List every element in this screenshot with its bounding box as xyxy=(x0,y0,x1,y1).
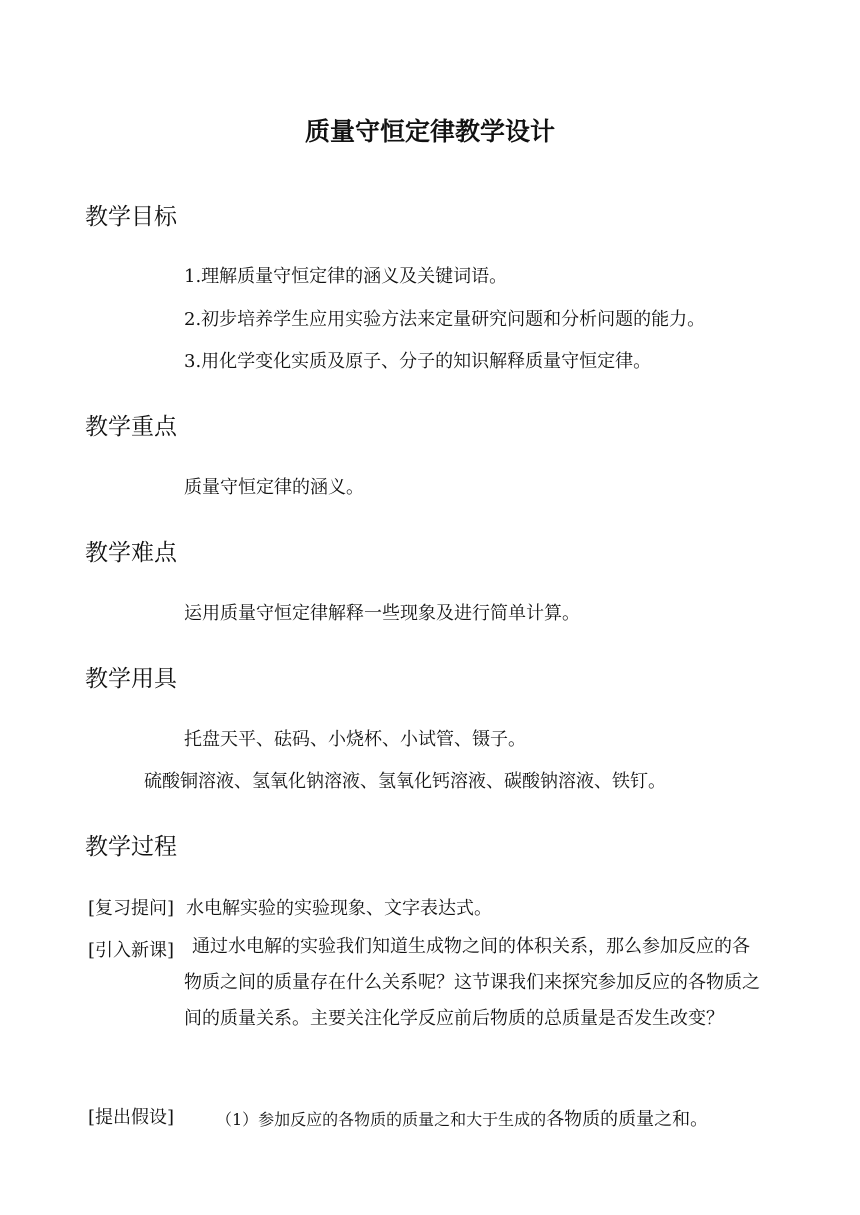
heading-difficulties: 教学难点 xyxy=(85,540,177,566)
hypothesis-tail: 各物质的质量之和。 xyxy=(546,1109,709,1130)
objective-item-3: 3.用化学变化实质及原子、分子的知识解释质量守恒定律。 xyxy=(184,351,652,372)
heading-process: 教学过程 xyxy=(85,834,177,860)
hypothesis-label: [提出假设] xyxy=(88,1107,175,1128)
heading-objectives: 教学目标 xyxy=(85,204,177,230)
tools-line-1: 托盘天平、砝码、小烧杯、小试管、镊子。 xyxy=(184,729,526,750)
tools-line-2: 硫酸铜溶液、氢氧化钠溶液、氢氧化钙溶液、碳酸钠溶液、铁钉。 xyxy=(144,771,666,792)
key-points-text: 质量守恒定律的涵义。 xyxy=(184,477,364,498)
objective-item-1: 1.理解质量守恒定律的涵义及关键词语。 xyxy=(184,266,508,287)
hypothesis-text: （1）参加反应的各物质的质量之和大于生成的 xyxy=(216,1110,547,1129)
review-text: 水电解实验的实验现象、文字表达式。 xyxy=(186,898,492,919)
difficulties-text: 运用质量守恒定律解释一些现象及进行简单计算。 xyxy=(184,603,580,624)
intro-label: [引入新课] xyxy=(88,940,175,961)
hypothesis-line xyxy=(216,1105,708,1131)
document-title: 质量守恒定律教学设计 xyxy=(304,117,555,146)
review-label: [复习提问] xyxy=(88,898,175,919)
objective-item-2: 2.初步培养学生应用实验方法来定量研究问题和分析问题的能力。 xyxy=(184,309,706,330)
heading-key-points: 教学重点 xyxy=(85,414,177,440)
intro-text: 通过水电解的实验我们知道生成物之间的体积关系，那么参加反应的各物质之间的质量存在什么关系呢？这节课我们来探究参加反应的各物质之间的质量关系。主要关注化学反应前后物质的总质量是否发生改变？ xyxy=(184,936,760,1029)
heading-tools: 教学用具 xyxy=(85,666,177,692)
